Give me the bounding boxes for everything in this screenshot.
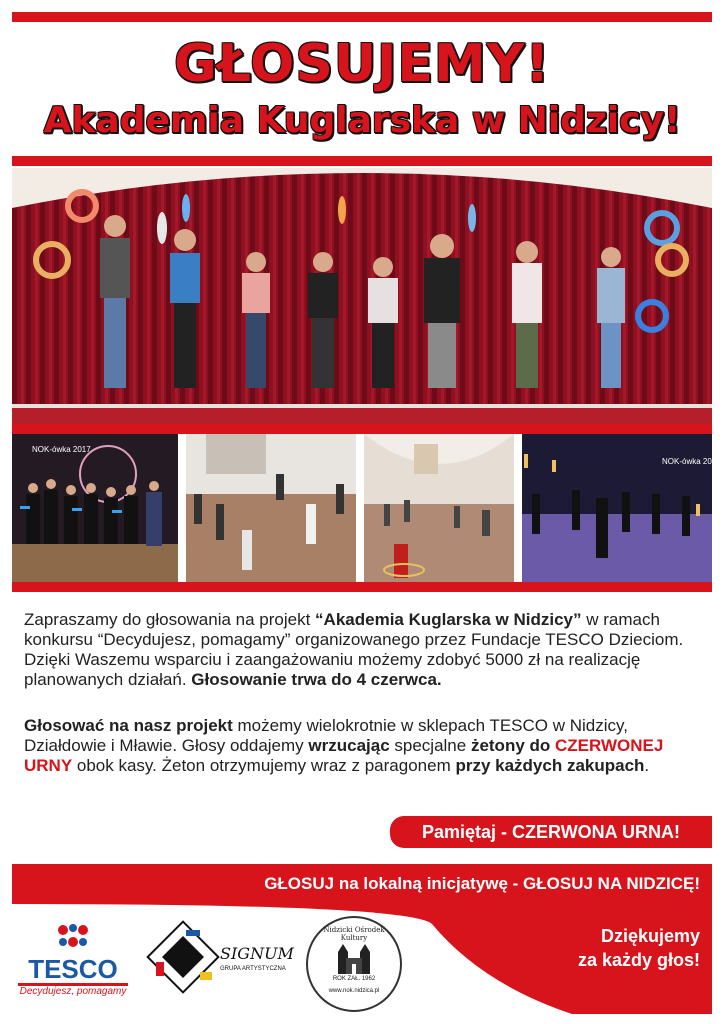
hall-practice-photo <box>186 434 356 582</box>
tesco-wordmark: TESCO <box>18 955 128 986</box>
castle-icon <box>334 944 374 974</box>
nok-logo <box>306 916 402 1012</box>
nok-url: www.nok.nidzica.pl <box>328 988 380 994</box>
gothic-hall-photo <box>364 434 514 582</box>
footer-slogan: GŁOSUJ na lokalną inicjatywę - GŁOSUJ NA NIDZICĘ! <box>264 874 700 893</box>
poster-title: GŁOSUJEMY! <box>173 34 551 94</box>
signum-logo <box>148 922 298 1002</box>
main-stage-photo <box>12 168 712 424</box>
tesco-logo <box>18 922 128 1002</box>
stage-banner-text: NOK-ówka 2017 <box>32 445 91 454</box>
group-photo <box>12 434 178 582</box>
stage-jugglers-illustration <box>12 168 712 424</box>
tesco-tagline: Decydujesz, pomagamy <box>19 986 127 997</box>
thanks-message: Dziękujemy za każdy głos! <box>577 926 700 970</box>
gym-evening-photo <box>522 434 721 582</box>
tesco-hearts-icon <box>53 922 93 950</box>
reminder-badge: Pamiętaj - CZERWONA URNA! <box>390 816 712 848</box>
poster-subtitle: Akademia Kuglarska w Nidzicy! <box>43 100 681 141</box>
gym-banner-text: NOK-ówka 2017 <box>662 457 721 466</box>
bottom-photo-bar <box>12 582 712 592</box>
signum-wordmark: SIGNUM <box>220 944 294 963</box>
signum-diamond-icon <box>148 922 218 992</box>
title-divider-bar <box>12 156 712 166</box>
red-urn-text: CZERWONEJ URNY <box>24 736 664 775</box>
project-name: “Akademia Kuglarska w Nidzicy” <box>315 610 582 629</box>
project-description: Zapraszamy do głosowania na projekt “Akademia Kuglarska w Nidzicy” w ramach konkursu “Decydujesz, pomagamy” organizowanego przez Fundacje TESCO Dzieciom. Dzięki Waszemu wsparciu i zaangażowaniu możemy zdobyć 5000 zł na realizację planowanych działań. Głosowanie trwa do 4 czerwca. <box>24 610 684 689</box>
photo-divider-bar <box>12 424 712 434</box>
voting-deadline: Głosowanie trwa do 4 czerwca. <box>191 670 442 689</box>
signum-subtitle: GRUPA ARTYSTYCZNA <box>220 966 286 972</box>
voting-instructions: Głosować na nasz projekt możemy wielokrotnie w sklepach TESCO w Nidzicy, Działdowie i Mławie. Głosy oddajemy wrzucając specjalne żetony do CZERWONEJ URNY obok kasy. Żeton otrzymujemy wraz z paragonem przy każdych zakupach. <box>24 716 664 775</box>
nok-name: Nidzicki Ośrodek Kultury <box>323 926 385 942</box>
top-red-bar <box>12 12 712 22</box>
nok-year: ROK ZAŁ. 1962 <box>332 976 376 982</box>
